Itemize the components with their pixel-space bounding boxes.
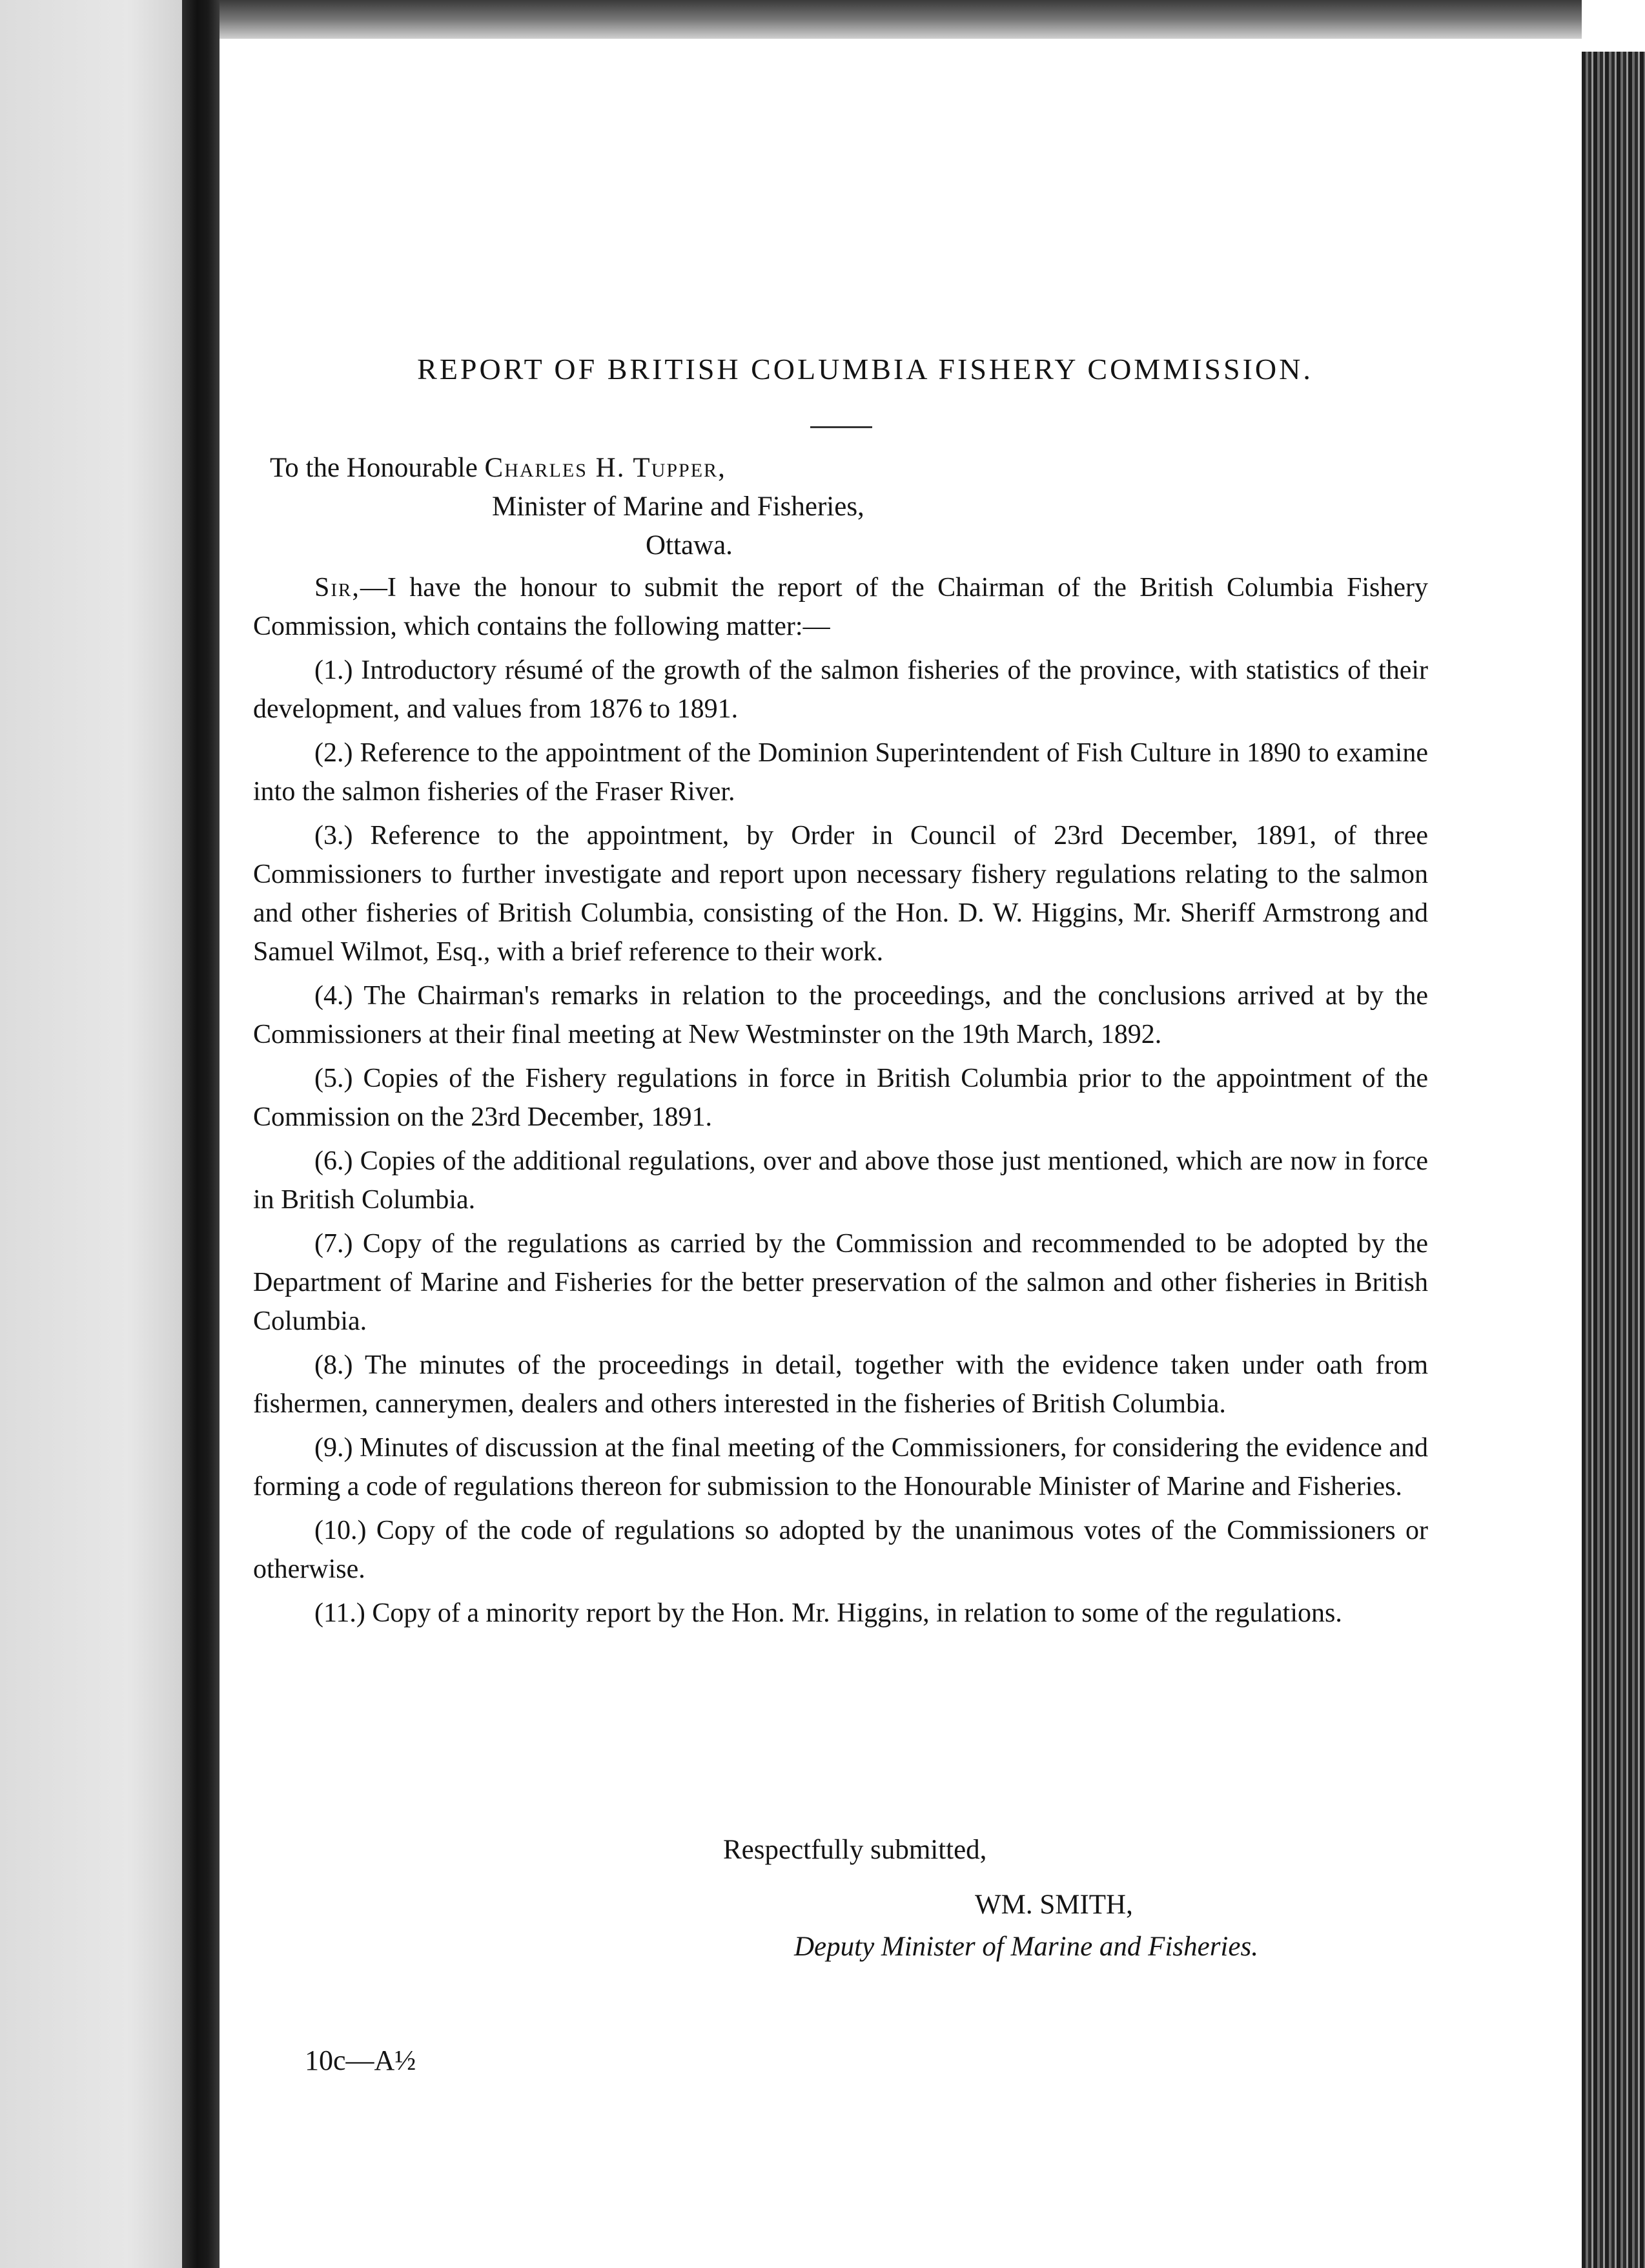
list-item: (6.) Copies of the additional regulations, over and above those just mentioned, which are now in force in British Columbia.	[253, 1146, 1428, 1215]
list-item: (1.) Introductory résumé of the growth of the salmon fisheries of the province, with statistics of their development, and values from 1876 to 1891.	[253, 655, 1428, 724]
list-item: (8.) The minutes of the proceedings in detail, together with the evidence taken under oath from fishermen, cannerymen, dealers and others interested in the fisheries of British Columbia.	[253, 1350, 1428, 1419]
page-signature-mark: 10c—A½	[305, 2045, 416, 2076]
letter-body	[253, 568, 1428, 1638]
address-line-3: Ottawa.	[646, 530, 733, 561]
page-edges	[1582, 52, 1645, 2268]
list-item: (7.) Copy of the regulations as carried by the Commission and recommended to be adopted by the Department of Marine and Fisheries for the better preservation of the salmon and other fisheries in British Columbia.	[253, 1229, 1428, 1336]
list-item: (2.) Reference to the appointment of the Dominion Superintendent of Fish Culture in 1890 to examine into the salmon fisheries of the Fraser River.	[253, 738, 1428, 807]
document-title: REPORT OF BRITISH COLUMBIA FISHERY COMMISSION.	[417, 353, 1313, 386]
title-rule	[810, 426, 872, 428]
address-prefix: To the Honourable	[270, 453, 478, 483]
list-item: (9.) Minutes of discussion at the final meeting of the Commissioners, for considering the evidence and forming a code of regulations thereon for submission to the Honourable Minister of Marine and Fisheries.	[253, 1433, 1428, 1501]
salutation: Sir,	[314, 573, 360, 603]
closing: Respectfully submitted,	[723, 1835, 987, 1865]
signature-title: Deputy Minister of Marine and Fisheries.	[794, 1932, 1258, 1962]
signature: WM. SMITH,	[975, 1890, 1133, 1920]
list-item: (4.) The Chairman's remarks in relation to the proceedings, and the conclusions arrived at by the Commissioners at their final meeting at New Westminster on the 19th March, 1892.	[253, 981, 1428, 1049]
intro-paragraph	[253, 568, 1428, 646]
list-item: (3.) Reference to the appointment, by Order in Council of 23rd December, 1891, of three Commissioners to further investigate and report upon necessary fishery regulations relating to the salmon and other fisheries of British Columbia, consisting of the Hon. D. W. Higgins, Mr. Sheriff Armstrong and Samuel Wilmot, Esq., with a brief reference to their work.	[253, 821, 1428, 967]
address-line-2: Minister of Marine and Fisheries,	[492, 491, 864, 522]
list-item: (11.) Copy of a minority report by the Hon. Mr. Higgins, in relation to some of the regulations.	[314, 1598, 1342, 1628]
addressee-name: Charles H. Tupper,	[484, 453, 726, 483]
address-line-1	[270, 452, 726, 484]
top-shadow	[220, 0, 1582, 39]
list-item: (10.) Copy of the code of regulations so adopted by the unanimous votes of the Commissioners or otherwise.	[253, 1516, 1428, 1584]
intro-text: —I have the honour to submit the report of the Chairman of the British Columbia Fishery Commission, which contains the following matter:—	[253, 573, 1428, 641]
left-page	[0, 0, 182, 2268]
book-gutter	[182, 0, 220, 2268]
list-item: (5.) Copies of the Fishery regulations in force in British Columbia prior to the appointment of the Commission on the 23rd December, 1891.	[253, 1064, 1428, 1132]
